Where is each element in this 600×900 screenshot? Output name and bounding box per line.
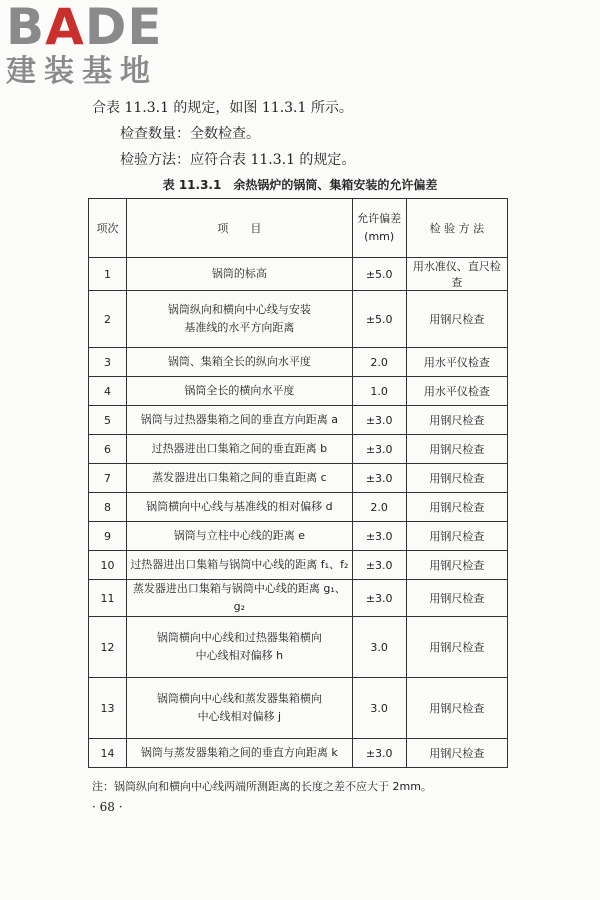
row-method: 用水平仪检查 bbox=[406, 377, 507, 406]
row-tolerance: ±3.0 bbox=[352, 522, 406, 551]
row-item bbox=[127, 551, 353, 580]
table-row bbox=[89, 258, 508, 291]
table-row bbox=[89, 551, 508, 580]
table-row bbox=[89, 739, 508, 768]
table-row bbox=[89, 617, 508, 678]
row-method: 用钢尺检查 bbox=[406, 493, 507, 522]
body-line-2: 检查数量：全数检查。 bbox=[120, 126, 260, 142]
row-tolerance: ±3.0 bbox=[352, 464, 406, 493]
row-item-line1: 锅筒与过热器集箱之间的垂直方向距离 a bbox=[140, 413, 338, 426]
logo-brand: BADE bbox=[6, 0, 163, 56]
row-tolerance: 2.0 bbox=[352, 493, 406, 522]
row-no: 9 bbox=[89, 522, 127, 551]
row-item bbox=[127, 678, 353, 739]
table-note: 注：锅筒纵向和横向中心线两端所测距离的长度之差不应大于 2mm。 bbox=[92, 780, 432, 793]
row-item-line1: 锅筒与立柱中心线的距离 e bbox=[173, 529, 305, 542]
body-line-3: 检验方法：应符合表 11.3.1 的规定。 bbox=[120, 152, 356, 168]
row-item-line1: 锅筒、集箱全长的纵向水平度 bbox=[167, 355, 311, 368]
tolerance-table bbox=[88, 198, 508, 768]
row-item-line1: 锅筒与蒸发器集箱之间的垂直方向距离 k bbox=[140, 746, 338, 759]
row-item bbox=[127, 348, 353, 377]
row-method: 用钢尺检查 bbox=[406, 678, 507, 739]
header-method: 检 验 方 法 bbox=[406, 199, 507, 258]
row-item-line2: 中心线相对偏移 j bbox=[197, 710, 282, 723]
row-tolerance: ±5.0 bbox=[352, 258, 406, 291]
table-row bbox=[89, 493, 508, 522]
row-item bbox=[127, 291, 353, 348]
row-item-line1: 过热器进出口集箱之间的垂直距离 b bbox=[151, 442, 328, 455]
table-row bbox=[89, 678, 508, 739]
row-no: 3 bbox=[89, 348, 127, 377]
row-tolerance: ±3.0 bbox=[352, 580, 406, 617]
row-item bbox=[127, 522, 353, 551]
row-no: 4 bbox=[89, 377, 127, 406]
table-row bbox=[89, 291, 508, 348]
header-item: 项 目 bbox=[127, 199, 353, 258]
row-method: 用水平仪检查 bbox=[406, 348, 507, 377]
row-tolerance: 3.0 bbox=[352, 617, 406, 678]
table-row bbox=[89, 522, 508, 551]
row-method: 用钢尺检查 bbox=[406, 291, 507, 348]
row-no: 6 bbox=[89, 435, 127, 464]
logo-subtitle: 建装基地 bbox=[6, 54, 158, 89]
row-tolerance: 3.0 bbox=[352, 678, 406, 739]
row-item-line2: 中心线相对偏移 h bbox=[195, 649, 284, 662]
table-row bbox=[89, 377, 508, 406]
table-caption: 表 11.3.1 余热锅炉的锅筒、集箱安装的允许偏差 bbox=[162, 178, 438, 192]
row-method: 用钢尺检查 bbox=[406, 551, 507, 580]
table-row bbox=[89, 435, 508, 464]
row-no: 12 bbox=[89, 617, 127, 678]
row-method: 用钢尺检查 bbox=[406, 617, 507, 678]
logo bbox=[6, 2, 186, 90]
row-tolerance: ±3.0 bbox=[352, 551, 406, 580]
row-item-line1: 锅筒横向中心线与基准线的相对偏移 d bbox=[146, 500, 333, 513]
row-tolerance: ±3.0 bbox=[352, 435, 406, 464]
page-number: · 68 · bbox=[92, 800, 123, 814]
row-no: 1 bbox=[89, 258, 127, 291]
row-item-line2: 基准线的水平方向距离 bbox=[184, 321, 295, 334]
row-method: 用钢尺检查 bbox=[406, 739, 507, 768]
row-method: 用钢尺检查 bbox=[406, 580, 507, 617]
row-item bbox=[127, 258, 353, 291]
row-tolerance: ±3.0 bbox=[352, 739, 406, 768]
row-tolerance: ±3.0 bbox=[352, 406, 406, 435]
body-line-1: 合表 11.3.1 的规定，如图 11.3.1 所示。 bbox=[92, 100, 353, 116]
row-item-line1: 蒸发器进出口集箱与锅筒中心线的距离 g₁、g₂ bbox=[132, 582, 346, 613]
row-item bbox=[127, 435, 353, 464]
row-method: 用钢尺检查 bbox=[406, 406, 507, 435]
row-no: 2 bbox=[89, 291, 127, 348]
table-row bbox=[89, 580, 508, 617]
row-no: 10 bbox=[89, 551, 127, 580]
row-method: 用钢尺检查 bbox=[406, 435, 507, 464]
row-method: 用钢尺检查 bbox=[406, 522, 507, 551]
table-body bbox=[89, 258, 508, 768]
row-no: 11 bbox=[89, 580, 127, 617]
row-item-line1: 锅筒纵向和横向中心线与安装 bbox=[167, 303, 311, 316]
row-no: 8 bbox=[89, 493, 127, 522]
row-item-line1: 过热器进出口集箱与锅筒中心线的距离 f₁、f₂ bbox=[130, 558, 349, 571]
row-item bbox=[127, 580, 353, 617]
table-row bbox=[89, 406, 508, 435]
row-item-line1: 锅筒的标高 bbox=[211, 267, 267, 280]
row-item bbox=[127, 464, 353, 493]
row-no: 7 bbox=[89, 464, 127, 493]
row-item bbox=[127, 739, 353, 768]
row-method: 用钢尺检查 bbox=[406, 464, 507, 493]
row-item-line1: 锅筒横向中心线和过热器集箱横向 bbox=[156, 631, 322, 644]
row-item bbox=[127, 493, 353, 522]
table-row bbox=[89, 464, 508, 493]
row-item-line1: 蒸发器进出口集箱之间的垂直距离 c bbox=[152, 471, 327, 484]
row-item bbox=[127, 406, 353, 435]
table-header-row bbox=[89, 199, 508, 258]
row-tolerance: ±5.0 bbox=[352, 291, 406, 348]
row-item-line1: 锅筒横向中心线和蒸发器集箱横向 bbox=[156, 692, 322, 705]
header-no: 项次 bbox=[89, 199, 127, 258]
header-tolerance-line2: (mm) bbox=[364, 230, 395, 243]
row-item bbox=[127, 377, 353, 406]
row-no: 14 bbox=[89, 739, 127, 768]
row-tolerance: 1.0 bbox=[352, 377, 406, 406]
row-tolerance: 2.0 bbox=[352, 348, 406, 377]
row-no: 13 bbox=[89, 678, 127, 739]
row-method: 用水准仪、直尺检查 bbox=[406, 258, 507, 291]
header-tolerance bbox=[352, 199, 406, 258]
table-row bbox=[89, 348, 508, 377]
row-item-line1: 锅筒全长的横向水平度 bbox=[184, 384, 295, 397]
row-no: 5 bbox=[89, 406, 127, 435]
header-tolerance-line1: 允许偏差 bbox=[357, 212, 402, 225]
row-item bbox=[127, 617, 353, 678]
